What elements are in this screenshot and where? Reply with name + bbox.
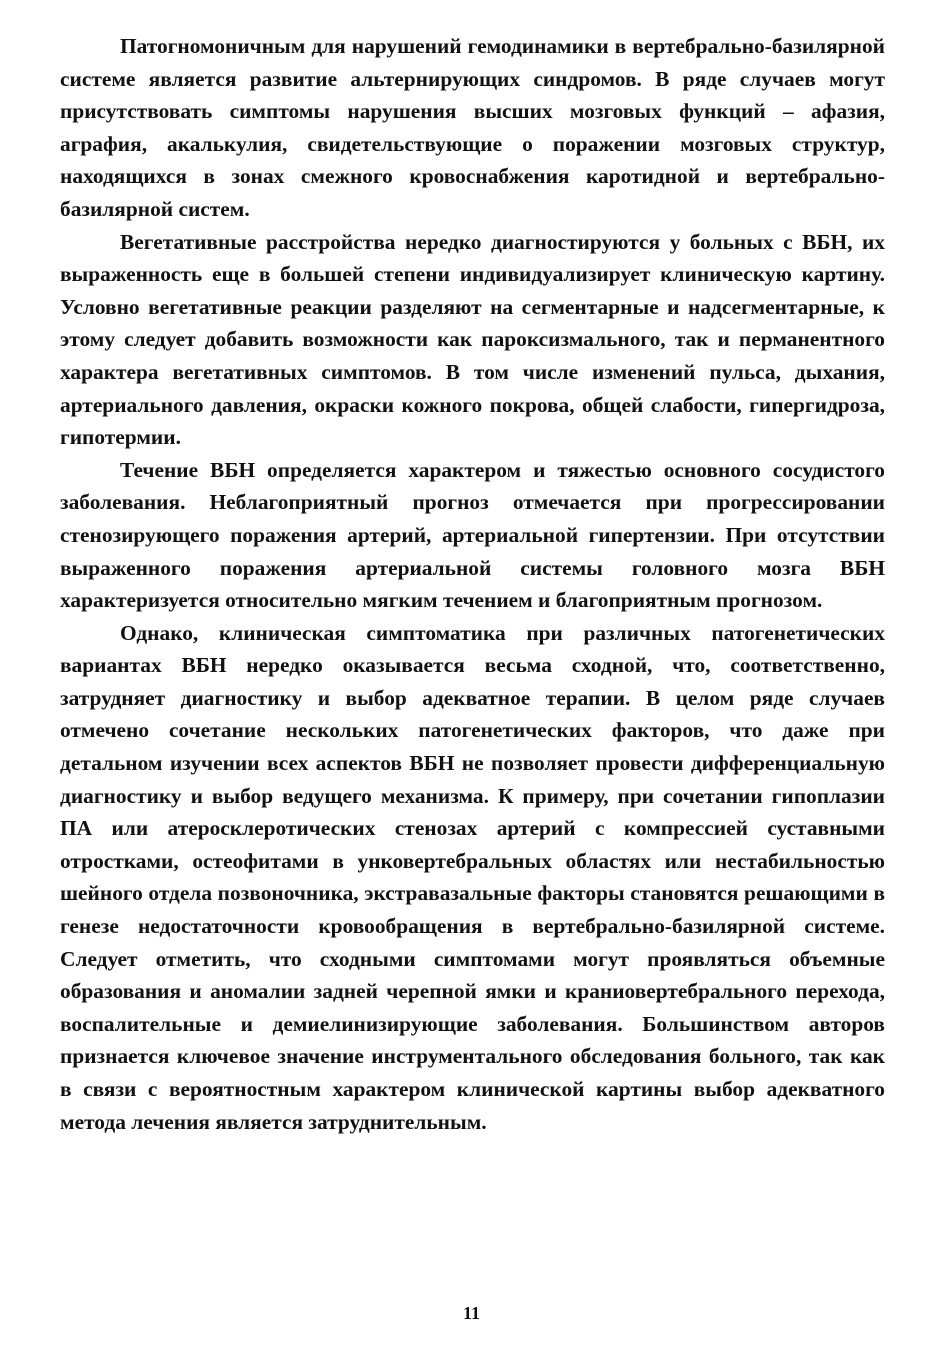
paragraph-3: Течение ВБН определяется характером и тяжестью основного сосудистого заболевания. Неблагоприятный прогноз отмечается при прогрессировании стенозирующего поражения артерий, артериальной гипертензии. При отсутствии выраженного поражения артериальной системы головного мозга ВБН характеризуется относительно мягким течением и благоприятным прогнозом. — [60, 457, 885, 613]
paragraph-1: Патогномоничным для нарушений гемодинамики в вертебрально-базилярной системе является развитие альтернирующих синдромов. В ряде случаев могут присутствовать симптомы нарушения высших мозговых функций – афазия, аграфия, акалькулия, свидетельствующие о поражении мозговых структур, находящихся в зонах смежного кровоснабжения каротидной и вертебрально-базилярной систем. — [60, 34, 885, 221]
page-number: 11 — [462, 1303, 480, 1323]
document-body — [60, 30, 885, 1138]
paragraph-4: Однако, клиническая симптоматика при различных патогенетических вариантах ВБН нередко оказывается весьма сходной, что, соответственно, затрудняет диагностику и выбор адекватное терапии. В целом ряде случаев отмечено сочетание нескольких патогенетических факторов, что даже при детальном изучении всех аспектов ВБН не позволяет провести дифференциальную диагностику и выбор ведущего механизма. К примеру, при сочетании гипоплазии ПА или атеросклеротических стенозах артерий с компрессией суставными отростками, остеофитами в унковертебральных областях или нестабильностью шейного отдела позвоночника, экстравазальные факторы становятся решающими в генезе недостаточности кровообращения в вертебрально-базилярной системе. Следует отметить, что сходными симптомами могут проявляться объемные образования и аномалии задней черепной ямки и краниовертебрального перехода, воспалительные и демиелинизирующие заболевания. Большинством авторов признается ключевое значение инструментального обследования больного, так как в связи с вероятностным характером клинической картины выбор адекватного метода лечения является затруднительным. — [60, 620, 885, 1134]
paragraph-2: Вегетативные расстройства нередко диагностируются у больных с ВБН, их выраженность еще в большей степени индивидуализирует клиническую картину. Условно вегетативные реакции разделяют на сегментарные и надсегментарные, к этому следует добавить возможности как пароксизмального, так и перманентного характера вегетативных симптомов. В том числе изменений пульса, дыхания, артериального давления, окраски кожного покрова, общей слабости, гипергидроза, гипотермии. — [60, 229, 885, 450]
